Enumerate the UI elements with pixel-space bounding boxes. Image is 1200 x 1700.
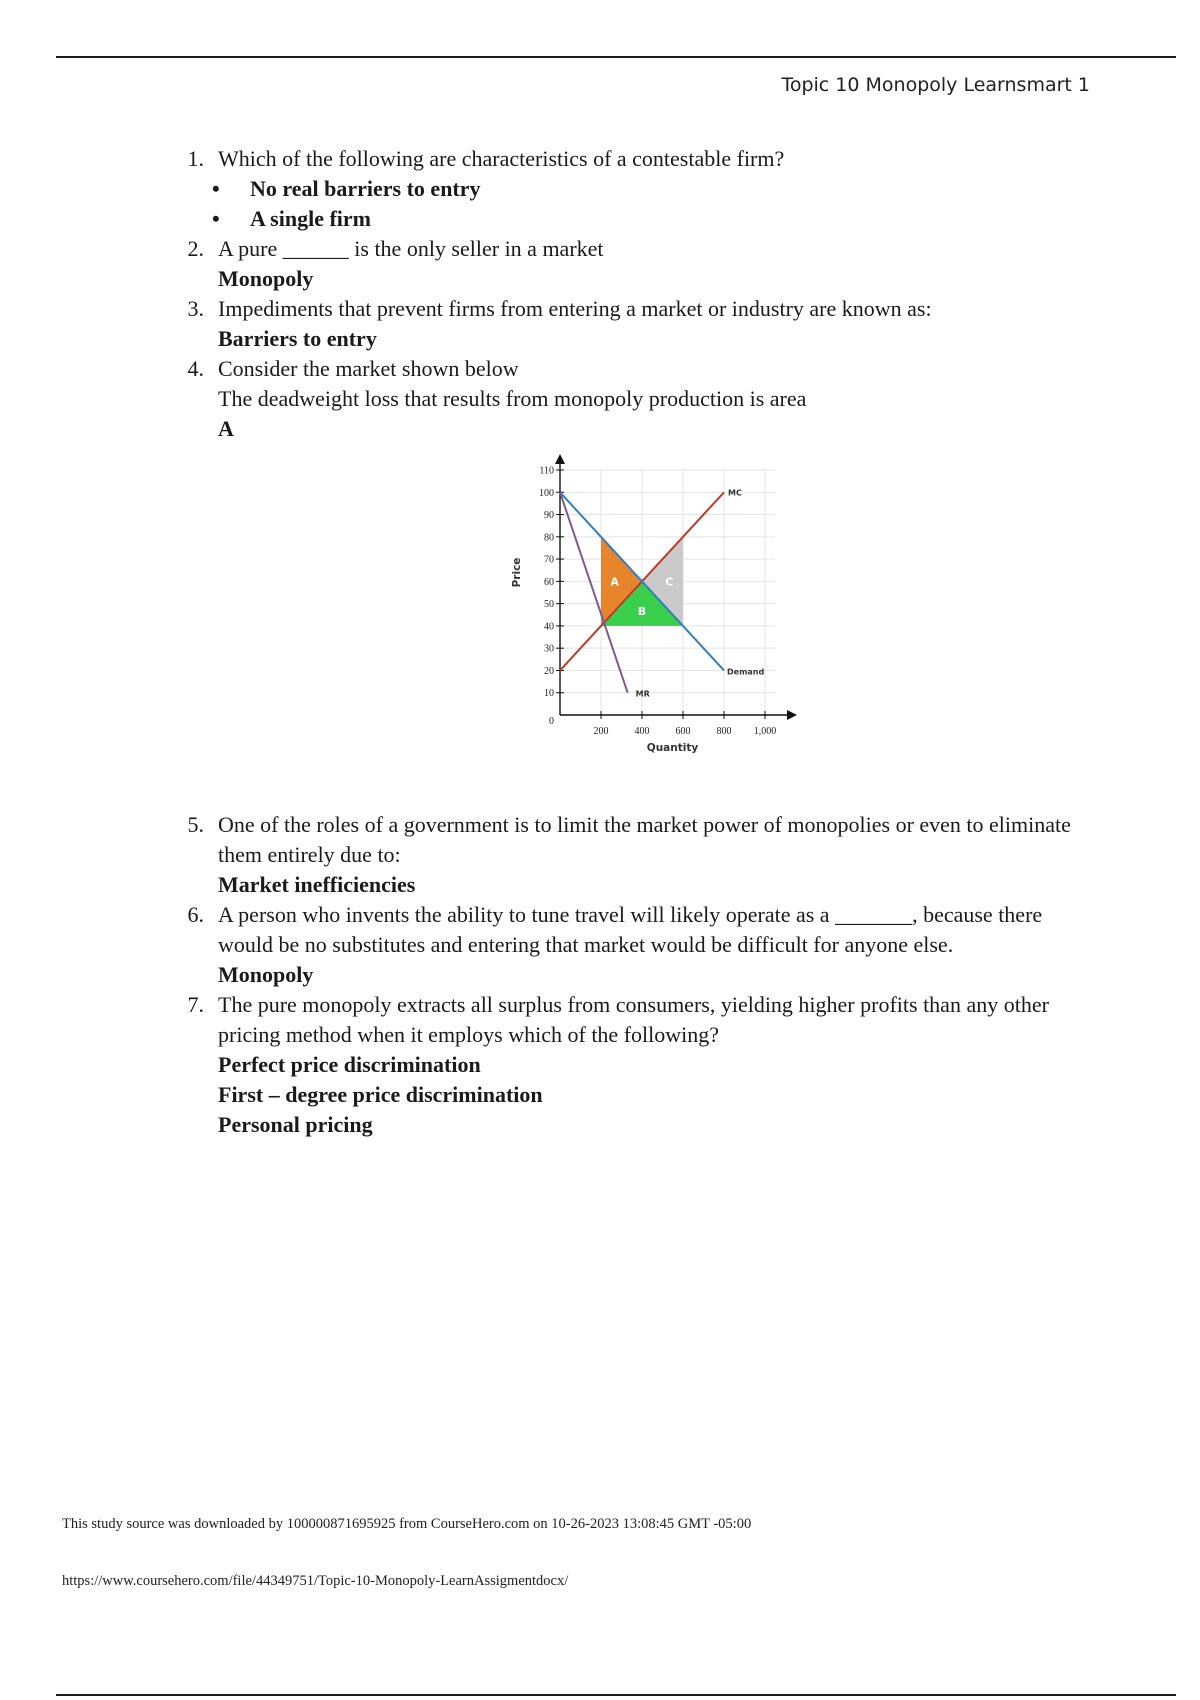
answer-text: Personal pricing (218, 1112, 373, 1137)
x-tick-label: 600 (675, 726, 691, 737)
origin-label: 0 (549, 716, 554, 727)
question-number: 2. (187, 236, 204, 261)
chart-svg (490, 450, 800, 770)
question-text: A person who invents the ability to tune travel will likely operate as a _______, because there would be no substitutes and entering that market would be difficult for anyone else. (218, 902, 1043, 957)
question-number: 1. (187, 146, 204, 171)
footer-source-line: This study source was downloaded by 100000871695925 from CourseHero.com on 10-26-2023 13:08:45 GMT -05:00 (62, 1516, 752, 1532)
monopoly-chart (490, 450, 800, 770)
question-text: A pure ______ is the only seller in a market (218, 236, 604, 261)
answer-text: Barriers to entry (218, 326, 377, 351)
y-tick-label: 30 (544, 643, 554, 655)
y-tick-label: 70 (544, 554, 554, 566)
question-number: 3. (187, 296, 204, 321)
answer-text: Perfect price discrimination (218, 1052, 481, 1077)
page-header-title: Topic 10 Monopoly Learnsmart 1 (781, 74, 1090, 96)
y-tick-label: 50 (544, 599, 554, 611)
question-number: 4. (187, 356, 204, 381)
question-text: One of the roles of a government is to limit the market power of monopolies or even to eliminate them entirely due to: (218, 812, 1071, 867)
y-tick-label: 90 (544, 510, 554, 522)
question-text: Which of the following are characteristics of a contestable firm? (218, 146, 785, 171)
answer-bullet: • A single firm (178, 204, 1098, 234)
y-axis-arrow (555, 454, 565, 464)
region-label-c: C (665, 575, 674, 589)
y-tick-label: 60 (544, 576, 554, 588)
answer-text: First – degree price discrimination (218, 1082, 543, 1107)
bottom-rule (56, 1694, 1176, 1696)
question-text: Impediments that prevent firms from entering a market or industry are known as: (218, 296, 932, 321)
question-number: 5. (187, 812, 204, 837)
x-tick-label: 200 (593, 726, 609, 737)
y-tick-label: 20 (544, 665, 554, 677)
series-label-mc: MC (728, 488, 742, 498)
x-axis-label: Quantity (646, 742, 699, 754)
answer-bullet: • No real barriers to entry (178, 174, 1098, 204)
question-text-continued: The deadweight loss that results from monopoly production is area (218, 386, 807, 411)
top-rule (56, 56, 1176, 58)
question-text: The pure monopoly extracts all surplus from consumers, yielding higher profits than any other pricing method when it employs which of the following? (218, 992, 1049, 1047)
answer-text: Monopoly (218, 266, 314, 291)
region-label-a: A (610, 575, 619, 589)
y-tick-label: 10 (544, 688, 554, 700)
footer-url[interactable]: https://www.coursehero.com/file/44349751/Topic-10-Monopoly-LearnAssigmentdocx/ (62, 1573, 569, 1589)
x-tick-label: 800 (716, 726, 732, 737)
x-tick-label: 1,000 (753, 726, 777, 737)
x-axis-arrow (787, 710, 797, 720)
y-tick-label: 100 (539, 487, 554, 499)
series-label-demand: Demand (727, 667, 765, 677)
y-axis-label: Price (511, 557, 523, 588)
series-label-mr: MR (635, 689, 650, 699)
answer-text: Market inefficiencies (218, 872, 416, 897)
region-label-b: B (637, 605, 647, 619)
y-tick-label: 40 (544, 621, 554, 633)
y-tick-label: 80 (544, 532, 554, 544)
y-tick-label: 110 (539, 465, 554, 477)
question-text: Consider the market shown below (218, 356, 519, 381)
question-number: 7. (187, 992, 204, 1017)
answer-text: A (218, 416, 234, 441)
answer-text: Monopoly (218, 962, 314, 987)
question-number: 6. (187, 902, 204, 927)
x-tick-label: 400 (634, 726, 650, 737)
